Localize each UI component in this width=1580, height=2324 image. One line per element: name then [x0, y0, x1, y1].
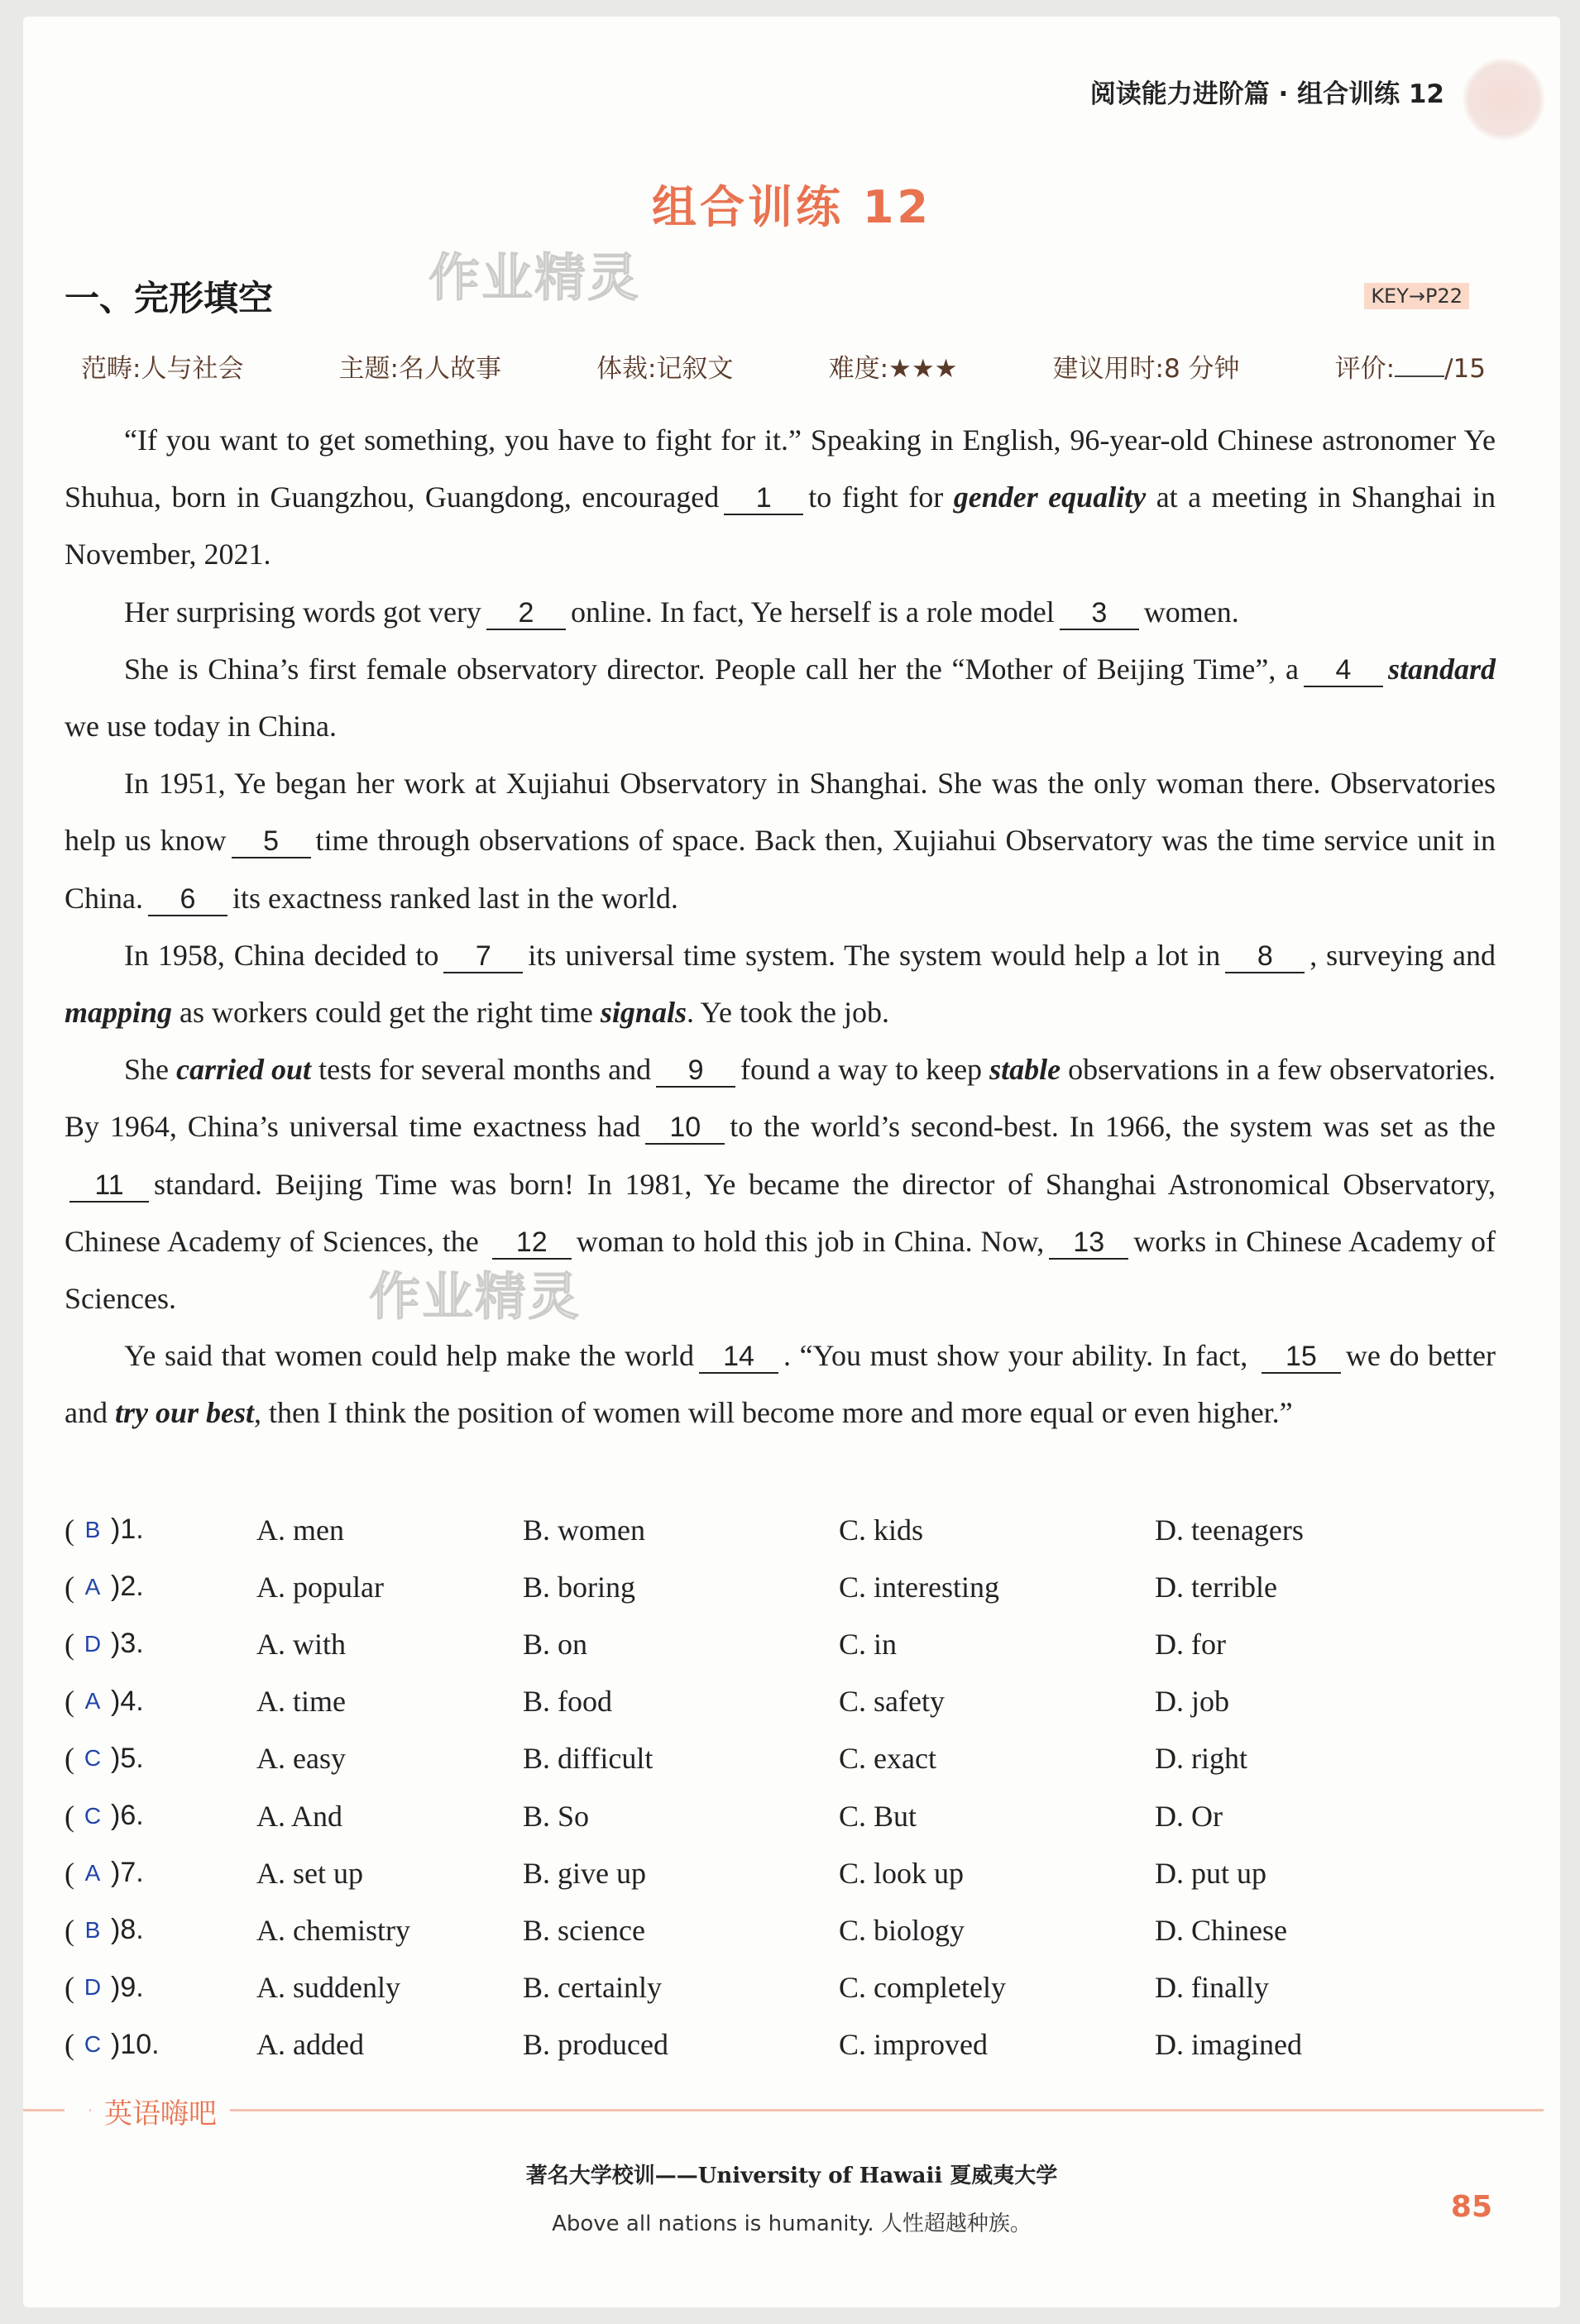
question-row: ( D )3. A. with B. on C. in D. for [65, 1615, 1504, 1672]
option-b[interactable]: B. So [523, 1799, 590, 1833]
question-row: ( C )5. A. easy B. difficult C. exact D. right [65, 1730, 1504, 1787]
page [23, 17, 1560, 2307]
paragraph: She carried out tests for several months and 9 found a way to keep stable observations in a few observatories. By 1964, China’s universal time exactness had 10 to the world’s second-best. In 1966, the system was set as the11 standard. Beijing Time was born! In 1981, Ye became the director of Shanghai Astronomical Observatory, Chinese Academy of Sciences, the 12 woman to hold this job in China. Now, 13 works in Chinese Academy of Sciences. [65, 1053, 1496, 1316]
option-b[interactable]: B. difficult [523, 1742, 654, 1776]
meta-difficulty: 难度:★★★ [828, 354, 958, 384]
question-row: ( C )6. A. And B. So C. But D. Or [65, 1787, 1504, 1844]
blank-4[interactable]: 4 [1304, 654, 1383, 687]
option-c[interactable]: C. look up [839, 1856, 965, 1890]
paragraph: She is China’s first female observatory director. People call her the “Mother of Beijing Time”, a 4 standard we use today in China. [65, 652, 1496, 744]
option-d[interactable]: D. job [1155, 1685, 1229, 1719]
option-d[interactable]: D. put up [1155, 1856, 1266, 1890]
exercise-meta [81, 347, 1486, 385]
paragraph: Ye said that women could help make the world 14 . “You must show your ability. In fact, 15 we do better and try our best, then I think the position of women will become more and more equal or even higher.” [65, 1339, 1496, 1430]
option-a[interactable]: A. suddenly [256, 1971, 400, 2005]
option-c[interactable]: C. But [839, 1799, 917, 1833]
option-b[interactable]: B. on [523, 1627, 588, 1661]
option-b[interactable]: B. produced [523, 2028, 668, 2062]
blank-13[interactable]: 13 [1049, 1227, 1128, 1260]
option-b[interactable]: B. women [523, 1513, 645, 1547]
question-number: )5. [111, 1742, 144, 1774]
question-row: ( A )7. A. set up B. give up C. look up D. put up [65, 1844, 1504, 1901]
option-a[interactable]: A. added [256, 2028, 364, 2062]
option-c[interactable]: C. completely [839, 1971, 1006, 2005]
question-number: )3. [111, 1628, 144, 1660]
paragraph: In 1958, China decided to 7 its universal time system. The system would help a lot in 8 , surveying and mapping as workers could get the right time signals. Ye took the job. [65, 938, 1496, 1030]
question-number: )10. [111, 2028, 160, 2060]
motto-text: Above all nations is humanity. 人性超越种族。 [552, 2212, 1032, 2236]
question-row: ( D )9. A. suddenly B. certainly C. completely D. finally [65, 1959, 1504, 2016]
question-number: )1. [111, 1513, 144, 1546]
running-title: 阅读能力进阶篇 · 组合训练 12 [1089, 79, 1444, 109]
watermark: 作业精灵 [369, 1266, 582, 1327]
question-row: ( B )8. A. chemistry B. science C. biology D. Chinese [65, 1901, 1504, 1958]
blank-7[interactable]: 7 [443, 940, 523, 973]
option-c[interactable]: C. in [839, 1627, 898, 1661]
question-number: )8. [111, 1914, 144, 1946]
option-c[interactable]: C. safety [839, 1685, 945, 1719]
option-c[interactable]: C. kids [839, 1513, 924, 1547]
question-number: )6. [111, 1800, 144, 1832]
option-a[interactable]: A. popular [256, 1570, 384, 1604]
paragraph: In 1951, Ye began her work at Xujiahui Observatory in Shanghai. She was the only woman there. Observatories help us know 5 time through observations of space. Back then, Xujiahui Observatory was the time service unit in China. 6 its exactness ranked last in the world. [65, 767, 1496, 915]
option-b[interactable]: B. give up [523, 1856, 646, 1890]
answer-choice[interactable]: C [84, 2031, 102, 2058]
option-a[interactable]: A. time [256, 1685, 346, 1719]
footer-divider [89, 2109, 1544, 2111]
option-b[interactable]: B. food [523, 1685, 612, 1719]
blank-12[interactable]: 12 [492, 1227, 572, 1260]
blank-14[interactable]: 14 [699, 1341, 778, 1374]
option-b[interactable]: B. certainly [523, 1971, 662, 2005]
answer-choice[interactable]: C [84, 1802, 102, 1829]
blank-6[interactable]: 6 [148, 883, 227, 916]
answer-choice[interactable]: A [84, 1573, 101, 1600]
paragraph: Her surprising words got very 2 online. In fact, Ye herself is a role model 3 women. [124, 595, 1239, 629]
option-d[interactable]: D. for [1155, 1627, 1226, 1661]
meta-theme: 主题:名人故事 [338, 354, 501, 384]
option-c[interactable]: C. interesting [839, 1570, 999, 1604]
option-d[interactable]: D. right [1155, 1742, 1247, 1776]
answer-choice[interactable]: D [84, 1630, 102, 1657]
option-c[interactable]: C. exact [839, 1742, 936, 1776]
motto-title: 著名大学校训——University of Hawaii 夏威夷大学 [525, 2164, 1058, 2188]
section-heading: 一、完形填空 [65, 278, 274, 318]
blank-3[interactable]: 3 [1060, 597, 1139, 630]
option-d[interactable]: D. imagined [1155, 2028, 1302, 2062]
footer-section-label: 英语嗨吧 [91, 2091, 230, 2131]
blank-10[interactable]: 10 [645, 1112, 725, 1145]
option-d[interactable]: D. finally [1155, 1971, 1269, 2005]
option-b[interactable]: B. science [523, 1913, 645, 1947]
blank-1[interactable]: 1 [724, 482, 803, 515]
option-a[interactable]: A. easy [256, 1742, 346, 1776]
option-c[interactable]: C. improved [839, 2028, 988, 2062]
answer-choice[interactable]: A [84, 1688, 101, 1714]
option-a[interactable]: A. set up [256, 1856, 363, 1890]
option-a[interactable]: A. men [256, 1513, 344, 1547]
option-c[interactable]: C. biology [839, 1913, 965, 1947]
option-a[interactable]: A. And [256, 1799, 343, 1833]
option-d[interactable]: D. Chinese [1155, 1913, 1287, 1947]
option-a[interactable]: A. with [256, 1627, 346, 1661]
option-a[interactable]: A. chemistry [256, 1913, 410, 1947]
question-number: )4. [111, 1685, 144, 1717]
blank-2[interactable]: 2 [486, 597, 566, 630]
question-row: ( B )1. A. men B. women C. kids D. teenagers [65, 1501, 1504, 1558]
meta-scope: 范畴:人与社会 [81, 354, 244, 384]
option-d[interactable]: D. Or [1155, 1799, 1223, 1833]
question-number: )2. [111, 1571, 144, 1603]
question-row: ( C )10. A. added B. produced C. improved D. imagined [65, 2016, 1504, 2073]
page-title: 组合训练 12 [652, 181, 931, 233]
score-blank[interactable] [1395, 356, 1444, 377]
meta-genre: 体裁:记叙文 [596, 354, 734, 384]
cloze-passage [65, 412, 1496, 1442]
meta-time: 建议用时:8 分钟 [1052, 354, 1240, 384]
meta-score: 评价: /15 [1334, 354, 1486, 384]
blank-9[interactable]: 9 [656, 1054, 735, 1088]
page-number: 85 [1450, 2190, 1492, 2224]
answer-choice[interactable]: B [84, 1916, 101, 1943]
blank-5[interactable]: 5 [232, 825, 311, 858]
blank-8[interactable]: 8 [1225, 940, 1305, 973]
question-list [65, 1501, 1504, 2073]
blank-11[interactable]: 11 [69, 1169, 149, 1203]
option-b[interactable]: B. boring [523, 1570, 636, 1604]
question-row: ( A )4. A. time B. food C. safety D. job [65, 1673, 1504, 1730]
answer-choice[interactable]: D [84, 1974, 102, 2001]
question-number: )9. [111, 1971, 144, 2003]
answer-key-badge: KEY→P22 [1364, 283, 1469, 309]
question-number: )7. [111, 1857, 144, 1889]
option-d[interactable]: D. terrible [1155, 1570, 1277, 1604]
blank-15[interactable]: 15 [1262, 1341, 1341, 1374]
question-row: ( A )2. A. popular B. boring C. interesting D. terrible [65, 1558, 1504, 1615]
answer-choice[interactable]: B [84, 1516, 101, 1542]
footer-divider [23, 2109, 65, 2111]
option-d[interactable]: D. teenagers [1155, 1513, 1304, 1547]
answer-choice[interactable]: C [84, 1745, 102, 1772]
decorative-seal-icon [1463, 58, 1545, 141]
answer-choice[interactable]: A [84, 1859, 101, 1886]
watermark: 作业精灵 [429, 247, 641, 308]
paragraph: “If you want to get something, you have to fight for it.” Speaking in English, 96-year-old Chinese astronomer Ye Shuhua, born in Guangzhou, Guangdong, encouraged 1 to fight for gender equality at a meeting in Shanghai in November, 2021. [65, 423, 1496, 571]
